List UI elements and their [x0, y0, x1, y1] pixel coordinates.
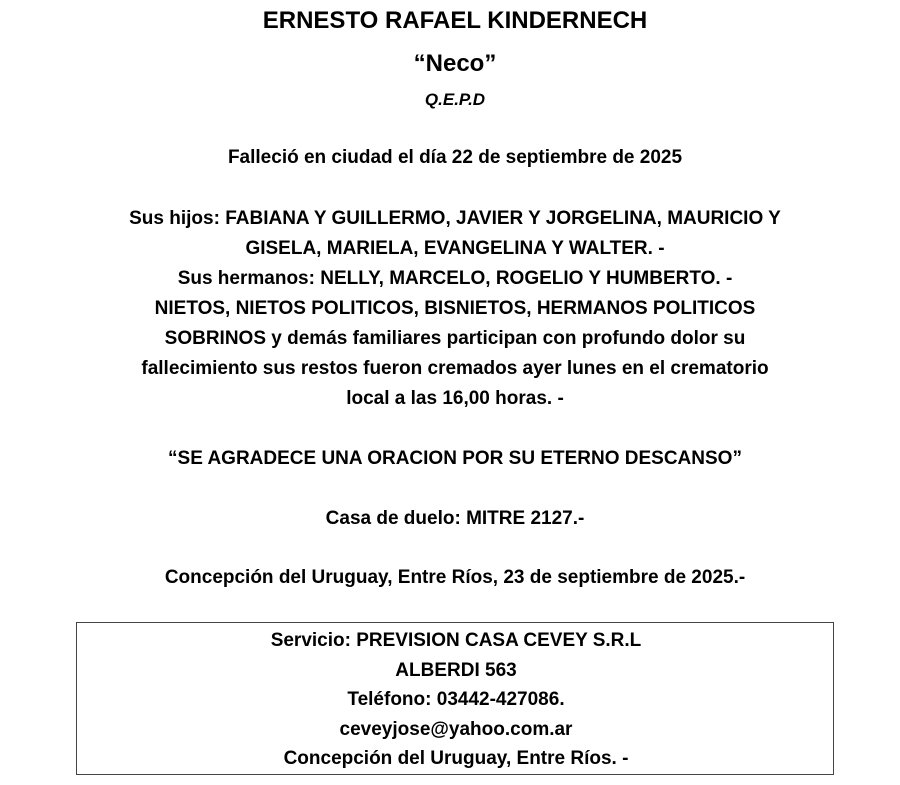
- wake-house: Casa de duelo: MITRE 2127.-: [325, 508, 585, 529]
- service-email: ceveyjose@yahoo.com.ar: [339, 719, 573, 740]
- place-and-date: Concepción del Uruguay, Entre Ríos, 23 de septiembre de 2025.-: [164, 567, 746, 588]
- body-line: SOBRINOS y demás familiares participan con profundo dolor su: [164, 328, 746, 349]
- body-line: local a las 16,00 horas. -: [346, 388, 564, 409]
- qepd-label: Q.E.P.D: [424, 90, 486, 109]
- service-company: Servicio: PREVISION CASA CEVEY S.R.L: [270, 630, 642, 651]
- death-date-line: Falleció en ciudad el día 22 de septiembre de 2025: [227, 147, 683, 168]
- body-line: fallecimiento sus restos fueron cremados ayer lunes en el crematorio: [141, 358, 769, 379]
- funeral-service-box: [76, 622, 834, 775]
- body-line: NIETOS, NIETOS POLITICOS, BISNIETOS, HERMANOS POLITICOS: [154, 298, 756, 319]
- deceased-name: ERNESTO RAFAEL KINDERNECH: [262, 7, 648, 34]
- body-line: Sus hermanos: NELLY, MARCELO, ROGELIO Y HUMBERTO. -: [177, 268, 733, 289]
- service-city: Concepción del Uruguay, Entre Ríos. -: [283, 748, 629, 769]
- body-line: GISELA, MARIELA, EVANGELINA Y WALTER. -: [245, 238, 665, 259]
- deceased-nickname: “Neco”: [413, 50, 497, 77]
- service-phone: Teléfono: 03442-427086.: [347, 689, 565, 710]
- service-address: ALBERDI 563: [395, 660, 517, 681]
- body-line: Sus hijos: FABIANA Y GUILLERMO, JAVIER Y JORGELINA, MAURICIO Y: [129, 208, 781, 229]
- prayer-request: “SE AGRADECE UNA ORACION POR SU ETERNO DESCANSO”: [168, 448, 742, 469]
